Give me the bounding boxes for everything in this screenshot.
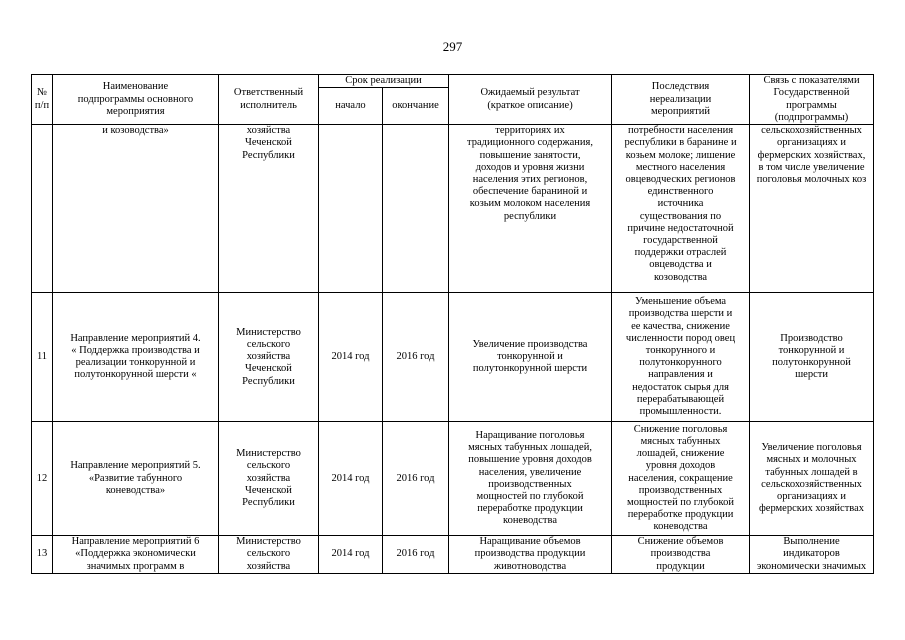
row-num: 13 <box>32 536 53 574</box>
row-end <box>383 125 449 293</box>
row-end: 2016 год <box>383 422 449 536</box>
row-name: Направление мероприятий 4. « Поддержка производства и реализации тонкорунной и полутонкорунной шерсти « <box>53 293 219 422</box>
row-start: 2014 год <box>319 536 383 574</box>
row-num <box>32 125 53 293</box>
table-row <box>32 536 874 574</box>
row-link: Выполнение индикаторов экономически значимых <box>750 536 874 574</box>
row-result: Наращивание поголовья мясных табунных лошадей, повышение уровня доходов населения, увеличение производственных мощностей по глубокой переработке продукции коневодства <box>449 422 612 536</box>
header-start: начало <box>319 88 383 125</box>
header-consequences: Последствия нереализации мероприятий <box>612 75 750 125</box>
row-end: 2016 год <box>383 293 449 422</box>
header-result: Ожидаемый результат (краткое описание) <box>449 75 612 125</box>
row-link: сельскохозяйственных организациях и фермерских хозяйствах, в том числе увеличение поголовья молочных коз <box>750 125 874 293</box>
header-period: Срок реализации <box>319 75 449 88</box>
row-consequences: Снижение объемов производства продукции <box>612 536 750 574</box>
row-name: Направление мероприятий 5. «Развитие табунного коневодства» <box>53 422 219 536</box>
row-executor: хозяйства Чеченской Республики <box>219 125 319 293</box>
row-num: 12 <box>32 422 53 536</box>
row-executor: Министерство сельского хозяйства Чеченской Республики <box>219 293 319 422</box>
row-consequences: Снижение поголовья мясных табунных лошадей, снижение уровня доходов населения, сокращение производственных мощностей по глубокой переработке продукции коневодства <box>612 422 750 536</box>
row-num: 11 <box>32 293 53 422</box>
header-name: Наименование подпрограммы основного мероприятия <box>53 75 219 125</box>
row-end: 2016 год <box>383 536 449 574</box>
page-number: 297 <box>442 39 463 54</box>
header-num: № п/п <box>32 75 53 125</box>
header-executor: Ответственный исполнитель <box>219 75 319 125</box>
row-consequences: потребности населения республики в баранине и козьем молоке; лишение местного населения овцеводческих регионов единственного источника существования по причине недостаточной государственной поддержки отраслей овцеводства и козоводства <box>612 125 750 293</box>
program-activities-table <box>31 74 874 574</box>
row-executor: Министерство сельского хозяйства <box>219 536 319 574</box>
row-start: 2014 год <box>319 293 383 422</box>
row-link: Увеличение поголовья мясных и молочных табунных лошадей в сельскохозяйственных организациях и фермерских хозяйствах <box>750 422 874 536</box>
row-name: и козоводства» <box>53 125 219 293</box>
row-start <box>319 125 383 293</box>
row-start: 2014 год <box>319 422 383 536</box>
header-link: Связь с показателями Государственной программы (подпрограммы) <box>750 75 874 125</box>
table-row <box>32 293 874 422</box>
row-link: Производство тонкорунной и полутонкорунной шерсти <box>750 293 874 422</box>
table-row <box>32 422 874 536</box>
row-result: территориях их традиционного содержания, повышение занятости, доходов и уровня жизни населения этих регионов, обеспечение бараниной и козьим молоком населения республики <box>449 125 612 293</box>
row-result: Увеличение производства тонкорунной и полутонкорунной шерсти <box>449 293 612 422</box>
table-row <box>32 125 874 293</box>
row-name: Направление мероприятий 6 «Поддержка экономически значимых программ в <box>53 536 219 574</box>
row-consequences: Уменьшение объема производства шерсти и ее качества, снижение численности пород овец тонкорунного и полутонкорунного направления и недостаток сырья для перерабатывающей промышленности. <box>612 293 750 422</box>
row-result: Наращивание объемов производства продукции животноводства <box>449 536 612 574</box>
header-row-1 <box>32 75 874 88</box>
header-end: окончание <box>383 88 449 125</box>
row-executor: Министерство сельского хозяйства Чеченской Республики <box>219 422 319 536</box>
